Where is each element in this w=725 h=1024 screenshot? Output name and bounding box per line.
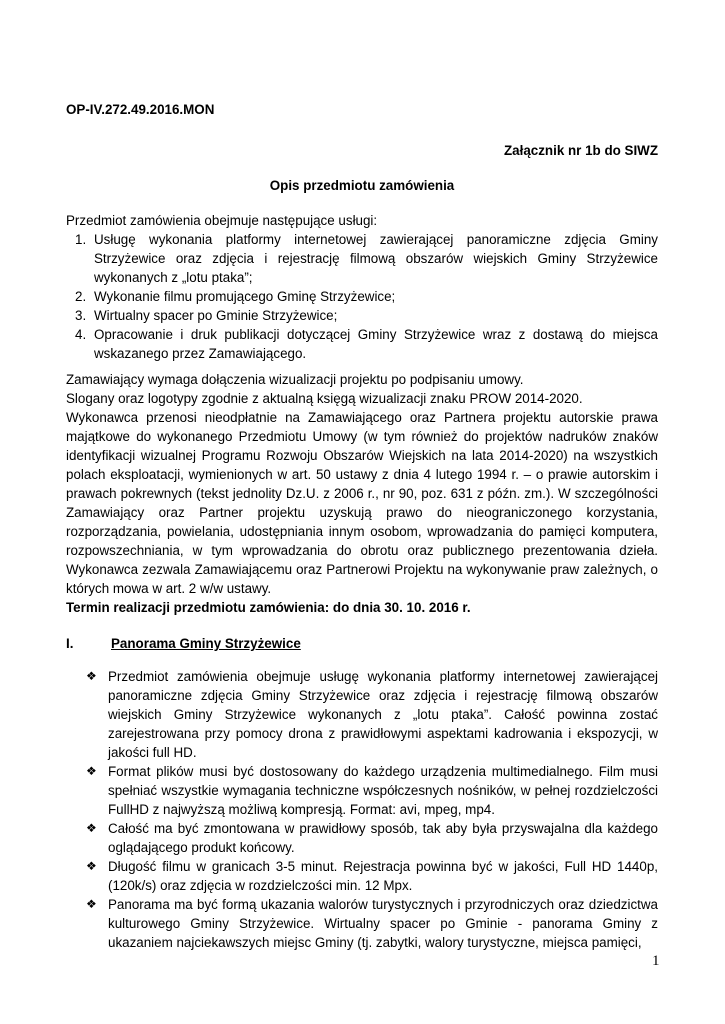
services-list (66, 230, 658, 363)
page-number: 1 (652, 953, 660, 969)
list-item (66, 895, 658, 952)
reference-number: OP-IV.272.49.2016.MON (66, 102, 215, 117)
list-item-text: Opracowanie i druk publikacji dotyczącej Gminy Strzyżewice wraz z dostawą do miejsca wskazanego przez Zamawiającego. (94, 327, 658, 361)
list-item (66, 325, 658, 363)
list-item (66, 857, 658, 895)
diamond-bullet-icon: ❖ (86, 859, 97, 873)
list-item (66, 230, 658, 287)
diamond-bullet-icon: ❖ (86, 897, 97, 911)
list-item (66, 762, 658, 819)
list-item (66, 306, 658, 325)
bullet-text: Przedmiot zamówienia obejmuje usługę wykonania platformy internetowej zawierającej panoramiczne zdjęcia Gminy Strzyżewice oraz zdjęcia i rejestrację filmową obszarów wiejskich Gminy Strzyżewice wykonanych z „lotu ptaka”. Całość powinna zostać zarejestrowana przy pomocy drona z prawidłowymi aspektami kadrowania i ekspozycji, w jakości full HD. (108, 669, 658, 760)
section-number: I. (66, 636, 74, 651)
intro-lead: Przedmiot zamówienia obejmuje następujące usługi: (66, 213, 378, 228)
annex-label: Załącznik nr 1b do SIWZ (503, 143, 658, 158)
diamond-bullet-icon: ❖ (86, 669, 97, 683)
list-number: 2. (75, 289, 87, 304)
diamond-bullet-icon: ❖ (86, 764, 97, 778)
list-item-text: Wirtualny spacer po Gminie Strzyżewice; (94, 308, 338, 323)
list-item-text: Usługę wykonania platformy internetowej zawierającej panoramiczne zdjęcia Gminy Strzyżewice oraz zdjęcia i rejestrację filmową obszarów wiejskich Gminy Strzyżewice wykonanych z „lotu ptaka”; (94, 232, 658, 285)
requirement-paragraph: Slogany oraz logotypy zgodnie z aktualną księgą wizualizacji znaku PROW 2014-2020. (66, 391, 583, 406)
requirement-paragraph: Zamawiający wymaga dołączenia wizualizacji projektu po podpisaniu umowy. (66, 372, 524, 387)
deadline-text: Termin realizacji przedmiotu zamówienia: do dnia 30. 10. 2016 r. (66, 600, 471, 615)
requirement-paragraph: Wykonawca przenosi nieodpłatnie na Zamawiającego oraz Partnera projektu autorskie prawa majątkowe do wykonanego Przedmiotu Umowy (w tym również do projektów nadruków znaków identyfikacji wizualnej Programu Rozwoju Obszarów Wiejskich na lata 2014-2020) na wszystkich polach eksploatacji, wymienionych w art. 50 ustawy z dnia 4 lutego 1994 r. – o prawie autorskim i prawach pokrewnych (tekst jednolity Dz.U. z 2006 r., nr 90, poz. 631 z późn. zm.). W szczególności Zamawiający oraz Partner projektu uzyskują prawo do nieograniczonego korzystania, rozporządzania, powielania, udostępniania innym osobom, wprowadzania do pamięci komputera, rozpowszechniania, w tym wprowadzania do obrotu oraz publicznego prezentowania dzieła. Wykonawca zezwala Zamawiającemu oraz Partnerowi Projektu na wykonywanie praw zależnych, o których mowa w art. 2 w/w ustawy. (66, 410, 658, 596)
intro-section (66, 211, 658, 363)
list-item (66, 819, 658, 857)
diamond-bullet-icon: ❖ (86, 821, 97, 835)
bullet-text: Całość ma być zmontowana w prawidłowy sposób, tak aby była przyswajalna dla każdego oglądającego produkt końcowy. (108, 821, 658, 855)
section-bullet-list (66, 667, 658, 952)
list-item (66, 287, 658, 306)
bullet-text: Panorama ma być formą ukazania walorów turystycznych i przyrodniczych oraz dziedzictwa kulturowego Gminy Strzyżewice. Wirtualny spacer po Gminie - panorama Gminy z ukazaniem najciekawszych miejsc Gminy (tj. zabytki, walory turystyczne, miejsca pamięci, (108, 897, 658, 950)
bullet-text: Długość filmu w granicach 3-5 minut. Rejestracja powinna być w jakości, Full HD 1440p, (120k/s) oraz zdjęcia w rozdzielczości min. 12 Mpx. (108, 859, 658, 893)
list-number: 1. (75, 232, 87, 247)
section-title: Panorama Gminy Strzyżewice (111, 636, 301, 651)
list-item (66, 667, 658, 762)
requirements-section (66, 370, 658, 598)
document-title: Opis przedmiotu zamówienia (269, 178, 455, 193)
bullet-text: Format plików musi być dostosowany do każdego urządzenia multimedialnego. Film musi spełniać wszystkie wymagania techniczne współczesnych nośników, w pełnej rozdzielczości FullHD z najwyższą możliwą kompresją. Format: avi, mpeg, mp4. (108, 764, 658, 817)
section-heading (66, 634, 301, 653)
list-item-text: Wykonanie filmu promującego Gminę Strzyżewice; (94, 289, 396, 304)
list-number: 3. (75, 308, 87, 323)
list-number: 4. (75, 327, 87, 342)
